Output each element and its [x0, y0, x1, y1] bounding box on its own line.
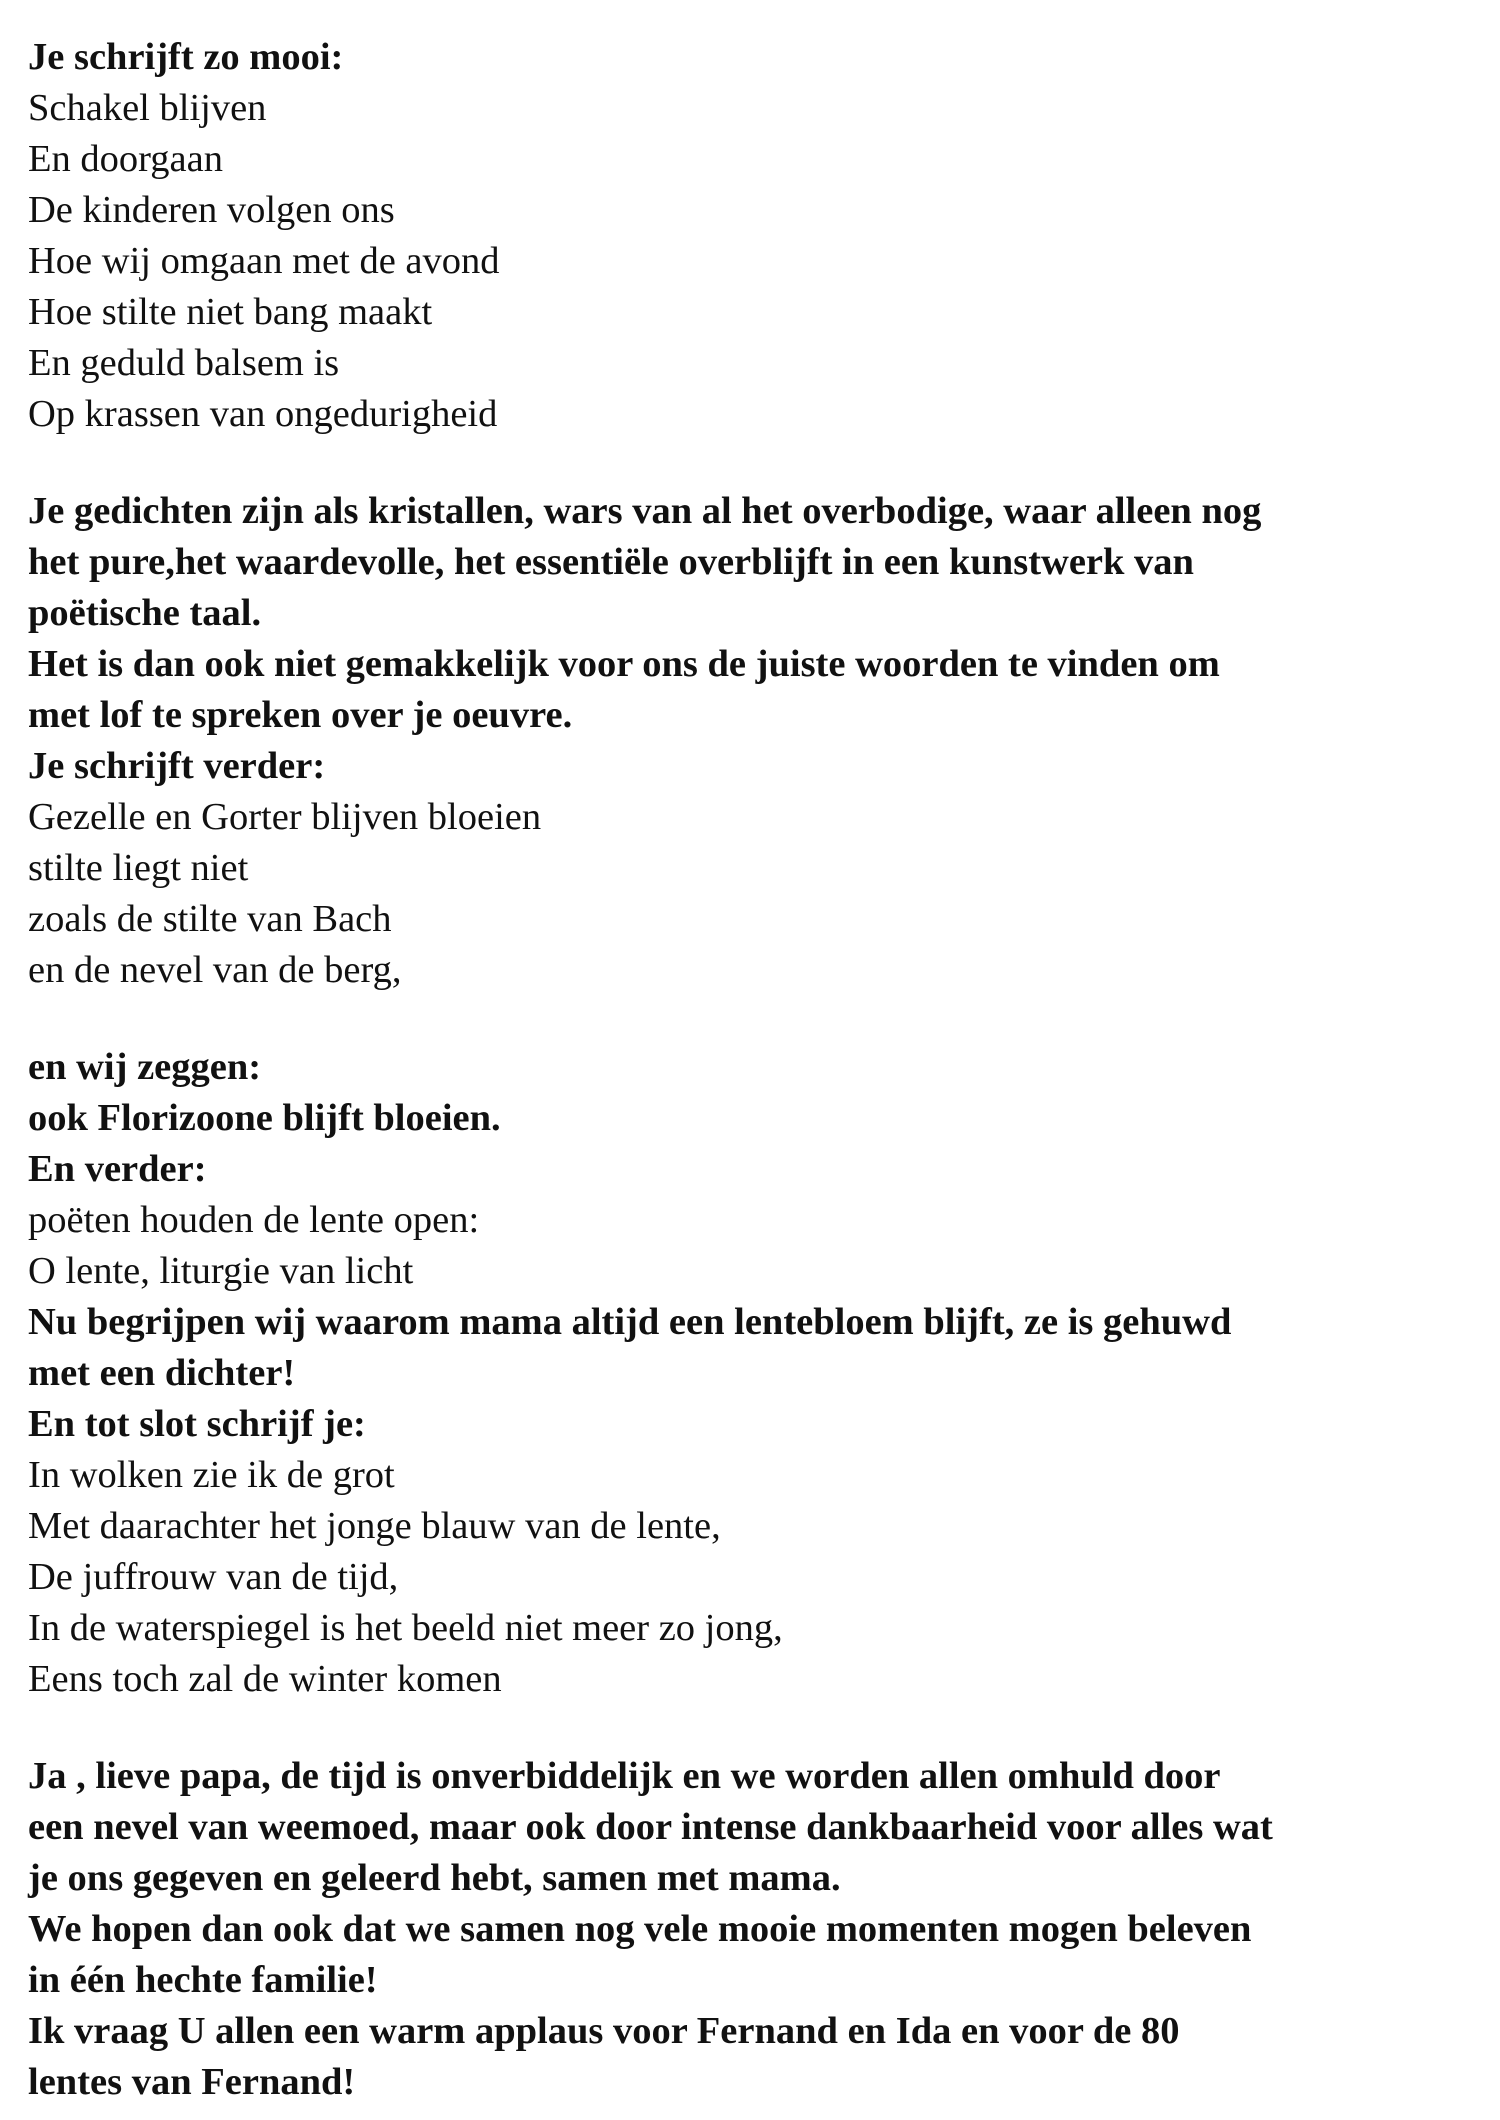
text-line: Je gedichten zijn als kristallen, wars van al het overbodige, waar alleen nog [28, 490, 1262, 532]
text-line: poëten houden de lente open: [28, 1199, 480, 1241]
text-line: met lof te spreken over je oeuvre. [28, 694, 573, 736]
text-line: Schakel blijven [28, 87, 267, 129]
text-line: In de waterspiegel is het beeld niet meer zo jong, [28, 1607, 783, 1649]
text-line: De juffrouw van de tijd, [28, 1556, 399, 1598]
text-line: En tot slot schrijf je: [28, 1403, 366, 1445]
paragraph-gap [28, 440, 1478, 486]
text-line: Gezelle en Gorter blijven bloeien [28, 796, 542, 838]
text-line: Ja , lieve papa, de tijd is onverbiddelijk en we worden allen omhuld door [28, 1755, 1221, 1797]
text-line: En doorgaan [28, 138, 223, 180]
text-line: ook Florizoone blijft bloeien. [28, 1097, 501, 1139]
text-line: stilte liegt niet [28, 847, 249, 889]
paragraph-gap [28, 1705, 1478, 1751]
text-line: En verder: [28, 1148, 207, 1190]
text-line: In wolken zie ik de grot [28, 1454, 395, 1496]
text-line: poëtische taal. [28, 592, 262, 634]
text-line: met een dichter! [28, 1352, 296, 1394]
text-line: en de nevel van de berg, [28, 949, 402, 991]
text-line: in één hechte familie! [28, 1959, 378, 2001]
text-line: O lente, liturgie van licht [28, 1250, 414, 1292]
text-line: En geduld balsem is [28, 342, 340, 384]
text-line: een nevel van weemoed, maar ook door intense dankbaarheid voor alles wat [28, 1806, 1273, 1848]
text-line: je ons gegeven en geleerd hebt, samen met mama. [28, 1857, 841, 1899]
text-line: Je schrijft verder: [28, 745, 326, 787]
text-line: Je schrijft zo mooi: [28, 36, 344, 78]
text-line: De kinderen volgen ons [28, 189, 395, 231]
text-line: Hoe stilte niet bang maakt [28, 291, 433, 333]
text-line: Met daarachter het jonge blauw van de lente, [28, 1505, 721, 1547]
text-line: Nu begrijpen wij waarom mama altijd een lentebloem blijft, ze is gehuwd [28, 1301, 1232, 1343]
text-line: Hoe wij omgaan met de avond [28, 240, 500, 282]
paragraph-gap [28, 996, 1478, 1042]
text-line: het pure,het waardevolle, het essentiële overblijft in een kunstwerk van [28, 541, 1194, 583]
text-line: Het is dan ook niet gemakkelijk voor ons de juiste woorden te vinden om [28, 643, 1220, 685]
text-line: We hopen dan ook dat we samen nog vele mooie momenten mogen beleven [28, 1908, 1252, 1950]
text-line: Ik vraag U allen een warm applaus voor Fernand en Ida en voor de 80 [28, 2010, 1180, 2052]
text-line: zoals de stilte van Bach [28, 898, 392, 940]
document-page [28, 32, 1478, 2108]
text-line: lentes van Fernand! [28, 2061, 356, 2103]
text-line: en wij zeggen: [28, 1046, 262, 1088]
text-line: Eens toch zal de winter komen [28, 1658, 502, 1700]
text-line: Op krassen van ongedurigheid [28, 393, 498, 435]
